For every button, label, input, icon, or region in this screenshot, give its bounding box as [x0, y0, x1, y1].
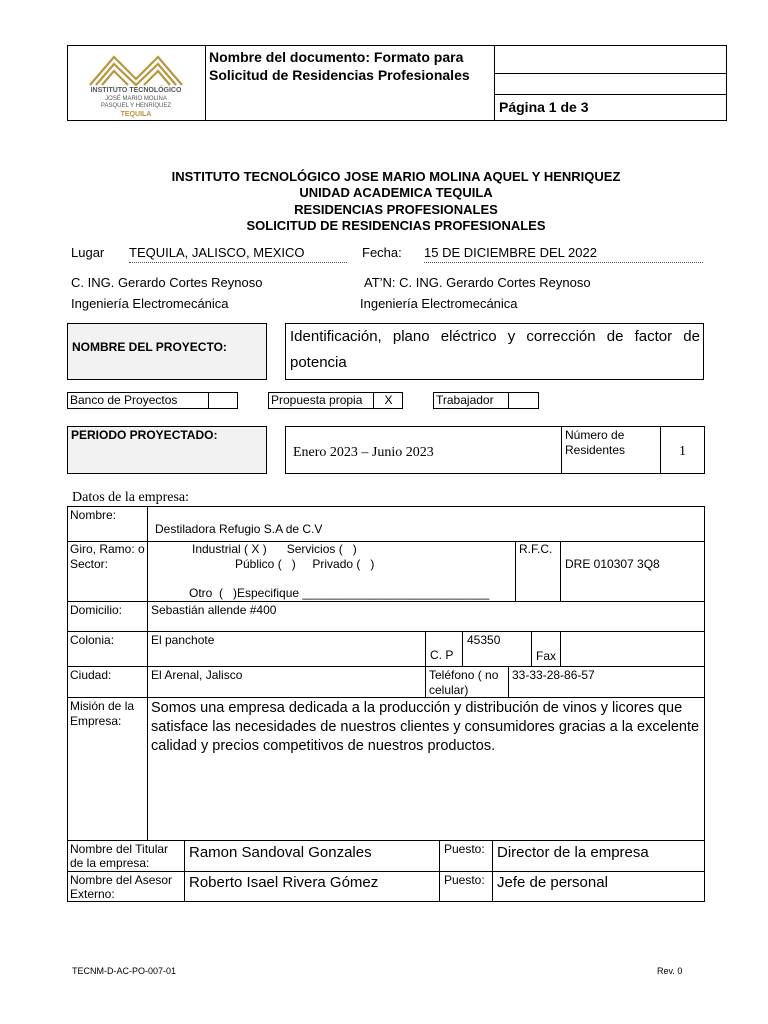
option-trabajador[interactable] [433, 392, 539, 409]
telefono-label: Teléfono ( no celular) [429, 668, 499, 697]
footer-revision: Rev. 0 [657, 966, 683, 976]
option-trabajador-label: Trabajador [436, 393, 494, 407]
asesor-puesto-label: Puesto: [444, 873, 485, 887]
option-propuesta-propia[interactable] [268, 392, 403, 409]
attention-name: AT’N: C. ING. Gerardo Cortes Reynoso [364, 275, 591, 290]
colonia-value[interactable]: El panchote [151, 633, 215, 647]
fax-label: Fax [536, 649, 557, 663]
period-box [285, 426, 705, 474]
option-banco-label: Banco de Proyectos [70, 393, 178, 407]
asesor-label: Nombre del Asesor Externo: [70, 873, 173, 901]
institution-logo [72, 49, 200, 119]
option-banco-proyectos[interactable] [67, 392, 238, 409]
asesor-value[interactable]: Roberto Isael Rivera Gómez [189, 874, 379, 891]
recipient-name: C. ING. Gerardo Cortes Reynoso [71, 275, 263, 290]
fecha-label: Fecha: [362, 245, 402, 260]
document-name: Nombre del documento: Formato para Solicitud de Residencias Profesionales [209, 49, 470, 83]
page-indicator: Página 1 de 3 [499, 99, 589, 115]
logo-line3: PASQUEL Y HENRÍQUEZ [100, 103, 172, 109]
lugar-field[interactable]: TEQUILA, JALISCO, MEXICO [129, 245, 347, 263]
option-propuesta-mark: X [384, 393, 393, 407]
ciudad-value[interactable]: El Arenal, Jalisco [151, 668, 243, 682]
period-label: PERIODO PROYECTADO: [71, 428, 218, 442]
title-line-3: RESIDENCIAS PROFESIONALES [294, 202, 498, 217]
asesor-puesto-value[interactable]: Jefe de personal [497, 874, 608, 891]
project-name-label: NOMBRE DEL PROYECTO: [72, 340, 227, 354]
project-name-label-box [67, 323, 267, 380]
title-line-2: UNIDAD ACADEMICA TEQUILA [299, 185, 493, 200]
cp-value[interactable]: 45350 [467, 633, 501, 647]
ciudad-label: Ciudad: [70, 668, 112, 682]
domicilio-value[interactable]: Sebastián allende #400 [151, 603, 277, 617]
logo-mountains-icon [72, 49, 200, 89]
colonia-label: Colonia: [70, 633, 115, 647]
company-name-value[interactable]: Destiladora Refugio S.A de C.V [155, 522, 323, 536]
title-line-1: INSTITUTO TECNOLÓGICO JOSE MARIO MOLINA AQUEL Y HENRIQUEZ [171, 169, 621, 184]
residents-label: Número de Residentes [565, 428, 626, 457]
titular-label: Nombre del Titular de la empresa: [70, 842, 169, 870]
giro-options-line2[interactable]: Público ( ) Privado ( ) [235, 557, 375, 571]
period-label-box [67, 426, 267, 474]
titular-puesto-label: Puesto: [444, 842, 485, 856]
rfc-label: R.F.C. [519, 542, 553, 556]
logo-institution-text: INSTITUTO TECNOLÓGICO [90, 87, 182, 94]
title-line-4: SOLICITUD DE RESIDENCIAS PROFESIONALES [246, 218, 546, 233]
project-name-box[interactable] [285, 323, 704, 380]
cp-label: C. P [430, 648, 454, 662]
fecha-field[interactable]: 15 DE DICIEMBRE DEL 2022 [424, 245, 703, 263]
giro-label: Giro, Ramo: o Sector: [70, 542, 145, 571]
company-section-title: Datos de la empresa: [72, 490, 190, 505]
logo-line2: JOSÉ MARIO MOLINA [105, 96, 167, 102]
mision-label: Misión de la Empresa: [70, 699, 135, 728]
titular-puesto-value[interactable]: Director de la empresa [497, 844, 649, 861]
option-propuesta-label: Propuesta propia [271, 393, 363, 407]
recipient-dept: Ingeniería Electromecánica [71, 296, 229, 311]
logo-campus: TEQUILA [120, 111, 152, 118]
mision-value[interactable]: Somos una empresa dedicada a la producción y distribución de vinos y licores que satisface las necesidades de nuestros clientes y consumidores gracias a la excelente calidad y precios competitivos de nuestros productos. [151, 700, 700, 754]
telefono-value[interactable]: 33-33-28-86-57 [512, 668, 595, 682]
giro-options-other[interactable]: Otro ( )Especifique ____________________________ [189, 586, 490, 600]
giro-options-line1[interactable]: Industrial ( X ) Servicios ( ) [192, 542, 357, 556]
project-name-value: Identificación, plano eléctrico y corrección de factor de potencia [290, 328, 700, 371]
lugar-label: Lugar [71, 245, 105, 260]
domicilio-label: Domicilio: [70, 603, 123, 617]
footer-document-code: TECNM-D-AC-PO-007-01 [72, 966, 177, 976]
rfc-value[interactable]: DRE 010307 3Q8 [565, 557, 660, 571]
period-value[interactable]: Enero 2023 – Junio 2023 [293, 445, 434, 460]
attention-dept: Ingeniería Electromecánica [360, 296, 518, 311]
company-name-label: Nombre: [70, 508, 117, 522]
residents-value[interactable]: 1 [679, 444, 686, 459]
titular-value[interactable]: Ramon Sandoval Gonzales [189, 844, 372, 861]
